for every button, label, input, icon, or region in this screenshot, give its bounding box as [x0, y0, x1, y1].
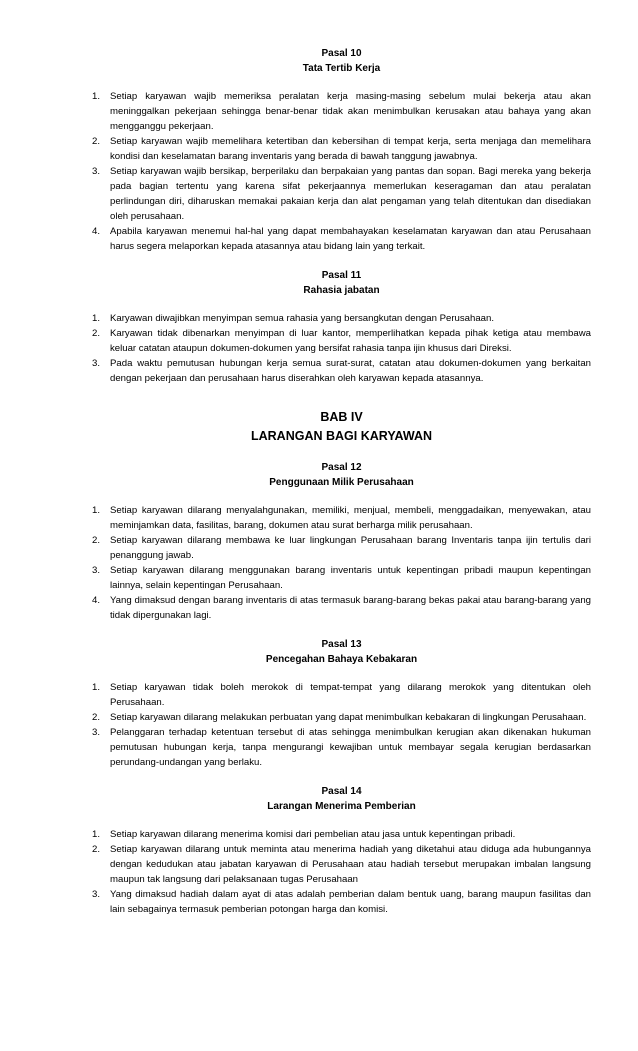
section-pasal-12: [92, 460, 591, 623]
list-item: 3. Pada waktu pemutusan hubungan kerja semua surat-surat, catatan atau dokumen-dokumen yang berkaitan dengan pekerjaan dan perusahaan harus diserahkan oleh karyawan kepada atasannya.: [92, 358, 591, 384]
section-pasal-11: [92, 268, 591, 386]
section-pasal-10: [92, 46, 591, 254]
list-item: 2. Setiap karyawan dilarang membawa ke luar lingkungan Perusahaan barang Inventaris tanpa ijin tertulis dari penanggung jawab.: [92, 535, 591, 561]
list-item: 2. Setiap karyawan dilarang untuk meminta atau menerima hadiah yang diketahui atau diduga ada hubungannya dengan kedudukan atau jabatan karyawan di Perusahaan atau hadiah tersebut merupakan imbalan langsung maupun tak langsung dari pelaksanaan tugas Perusahaan: [92, 844, 591, 885]
list-item: 3. Yang dimaksud hadiah dalam ayat di atas adalah pemberian dalam bentuk uang, barang maupun fasilitas dan lain sebagainya termasuk pemberian potongan harga dan komisi.: [92, 889, 591, 915]
list-item: 1. Setiap karyawan dilarang menerima komisi dari pembelian atau jasa untuk kepentingan pribadi.: [92, 829, 516, 840]
pasal-14-number: Pasal 14: [321, 786, 362, 797]
section-pasal-13: [92, 637, 591, 770]
list-item: 4. Yang dimaksud dengan barang inventaris di atas termasuk barang-barang bekas pakai atau barang-barang yang tidak dipergunakan lagi.: [92, 595, 591, 621]
pasal-10-list: [92, 89, 591, 254]
list-item: 4. Apabila karyawan menemui hal-hal yang dapat membahayakan keselamatan karyawan dan atau Perusahaan harus segera melaporkan kepada atasannya atau bidang lain yang terkait.: [92, 226, 591, 252]
section-pasal-14: [92, 784, 591, 917]
pasal-12-list: [92, 503, 591, 623]
bab-number: BAB IV: [320, 410, 363, 424]
pasal-12-number: Pasal 12: [321, 462, 362, 473]
bab-title: LARANGAN BAGI KARYAWAN: [250, 429, 433, 443]
pasal-14-title: Larangan Menerima Pemberian: [267, 801, 416, 812]
list-item: 1. Karyawan diwajibkan menyimpan semua rahasia yang bersangkutan dengan Perusahaan.: [92, 313, 494, 324]
pasal-12-title: Penggunaan Milik Perusahaan: [269, 477, 414, 488]
pasal-10-title: Tata Tertib Kerja: [302, 63, 381, 74]
pasal-11-title: Rahasia jabatan: [303, 285, 380, 296]
pasal-14-list: [92, 827, 591, 917]
list-item: 2. Karyawan tidak dibenarkan menyimpan di luar kantor, memperlihatkan kepada pihak ketiga atau membawa keluar catatan ataupun dokumen-dokumen yang bersifat rahasia tanpa ijin khusus dari Direksi.: [92, 328, 591, 354]
pasal-13-title: Pencegahan Bahaya Kebakaran: [265, 654, 418, 665]
pasal-11-number: Pasal 11: [321, 270, 362, 281]
list-item: 2. Setiap karyawan dilarang melakukan perbuatan yang dapat menimbulkan kebakaran di lingkungan Perusahaan.: [92, 712, 587, 723]
document-page: [92, 46, 591, 931]
list-item: 1. Setiap karyawan wajib memeriksa peralatan kerja masing-masing sebelum mulai bekerja atau akan meninggalkan pekerjaan sehingga benar-benar tidak akan menimbulkan kerusakan atau bahaya yang akan mengganggu pekerjaan.: [92, 91, 591, 132]
list-item: 3. Pelanggaran terhadap ketentuan tersebut di atas sehingga menimbulkan kerugian akan dikenakan hukuman pemutusan hubungan kerja, tanpa mengurangi kewajiban untuk membayar segala kerugian berdasarkan perundang-undangan yang berlaku.: [92, 727, 591, 768]
list-item: 3. Setiap karyawan wajib bersikap, berperilaku dan berpakaian yang pantas dan sopan. Bagi mereka yang bekerja pada bagian tertentu yang karena sifat pekerjaannya memerlukan keseragaman dan atau peralatan perlindungan diri, diharuskan memakai pakaian kerja dan alat pengaman yang telah ditentukan dan disediakan oleh perusahaan.: [92, 166, 591, 222]
list-item: 1. Setiap karyawan dilarang menyalahgunakan, memiliki, menjual, membeli, menggadaikan, menyewakan, atau meminjamkan data, fasilitas, barang, dokumen atau surat berharga milik perusahaan.: [92, 505, 591, 531]
pasal-13-list: [92, 680, 591, 770]
list-item: 3. Setiap karyawan dilarang menggunakan barang inventaris untuk kepentingan pribadi maupun kepentingan lainnya, selain kepentingan Perusahaan.: [92, 565, 591, 591]
pasal-11-list: [92, 311, 591, 386]
pasal-13-number: Pasal 13: [321, 639, 362, 650]
pasal-10-number: Pasal 10: [321, 48, 362, 59]
list-item: 1. Setiap karyawan tidak boleh merokok di tempat-tempat yang dilarang merokok yang ditentukan oleh Perusahaan.: [92, 682, 591, 708]
list-item: 2. Setiap karyawan wajib memelihara ketertiban dan kebersihan di tempat kerja, serta menjaga dan memelihara kondisi dan keselamatan barang inventaris yang berada di bawah tanggung jawabnya.: [92, 136, 591, 162]
